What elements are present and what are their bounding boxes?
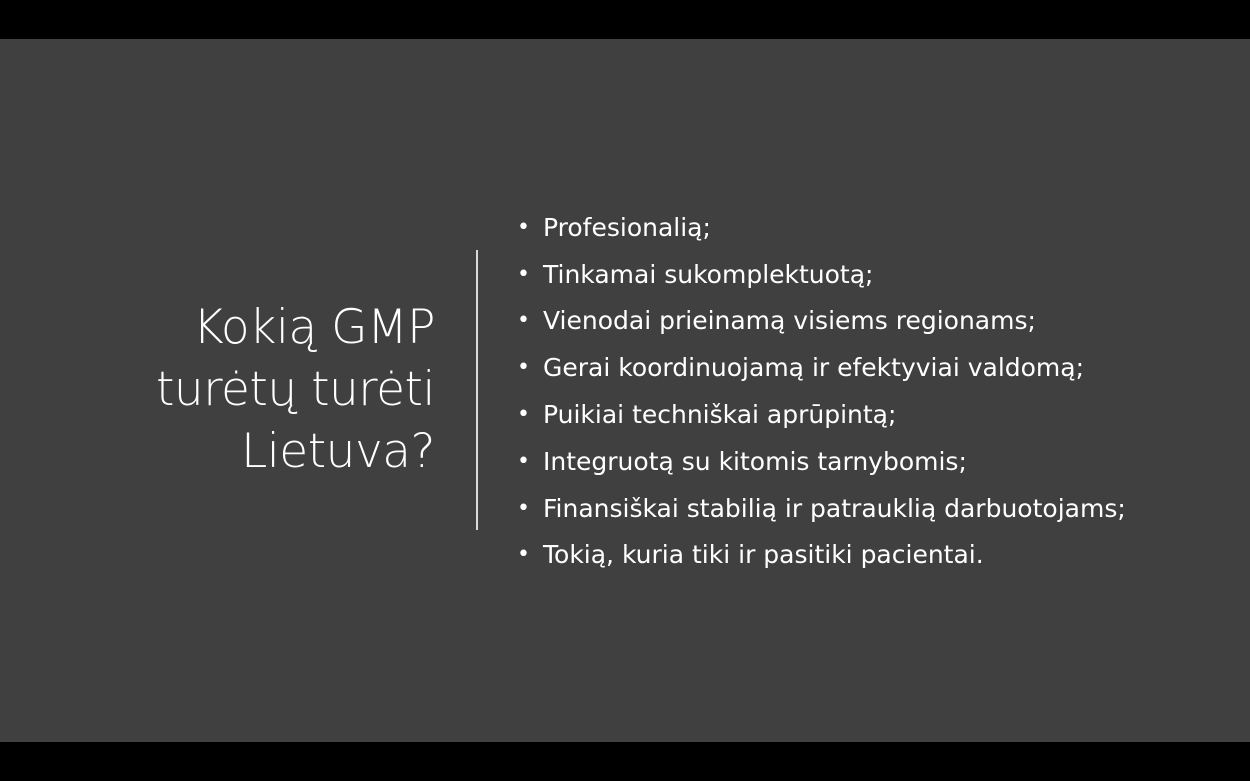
slide-title xyxy=(35,297,435,483)
bullet-icon: • xyxy=(517,448,530,474)
presentation-slide xyxy=(0,39,1250,742)
bullet-icon: • xyxy=(517,261,530,287)
bullet-item-6 xyxy=(517,438,1126,485)
vertical-divider xyxy=(476,250,478,530)
bullet-item-2 xyxy=(517,251,1126,298)
bullet-icon: • xyxy=(517,542,530,568)
title-line-3: Lietuva? xyxy=(241,424,435,479)
bullet-icon: • xyxy=(517,214,530,240)
title-line-2: turėtų turėti xyxy=(156,362,435,417)
bullet-text: Vienodai prieinamą visiems regionams; xyxy=(543,306,1036,336)
bullet-text: Integruotą su kitomis tarnybomis; xyxy=(543,446,967,476)
bullet-item-7 xyxy=(517,485,1126,532)
bullet-item-3 xyxy=(517,298,1126,345)
bullet-text: Tinkamai sukomplektuotą; xyxy=(543,259,874,289)
bullet-icon: • xyxy=(517,495,530,521)
bullet-item-4 xyxy=(517,344,1126,391)
bullet-text: Finansiškai stabilią ir patrauklią darbuotojams; xyxy=(543,493,1126,523)
bullet-item-5 xyxy=(517,391,1126,438)
title-line-1: Kokią GMP xyxy=(192,300,435,355)
bullet-text: Tokią, kuria tiki ir pasitiki pacientai. xyxy=(543,540,984,570)
bullet-text: Puikiai techniškai aprūpintą; xyxy=(543,400,897,430)
bullet-item-8 xyxy=(517,532,1126,579)
bullet-icon: • xyxy=(517,355,530,381)
letterbox-bottom xyxy=(0,742,1250,781)
bullet-icon: • xyxy=(517,402,530,428)
bullet-item-1 xyxy=(517,204,1126,251)
bullet-text: Gerai koordinuojamą ir efektyviai valdomą; xyxy=(543,353,1085,383)
bullet-list xyxy=(517,204,1126,578)
letterbox-top xyxy=(0,0,1250,39)
bullet-icon: • xyxy=(517,308,530,334)
bullet-text: Profesionalią; xyxy=(543,212,711,242)
